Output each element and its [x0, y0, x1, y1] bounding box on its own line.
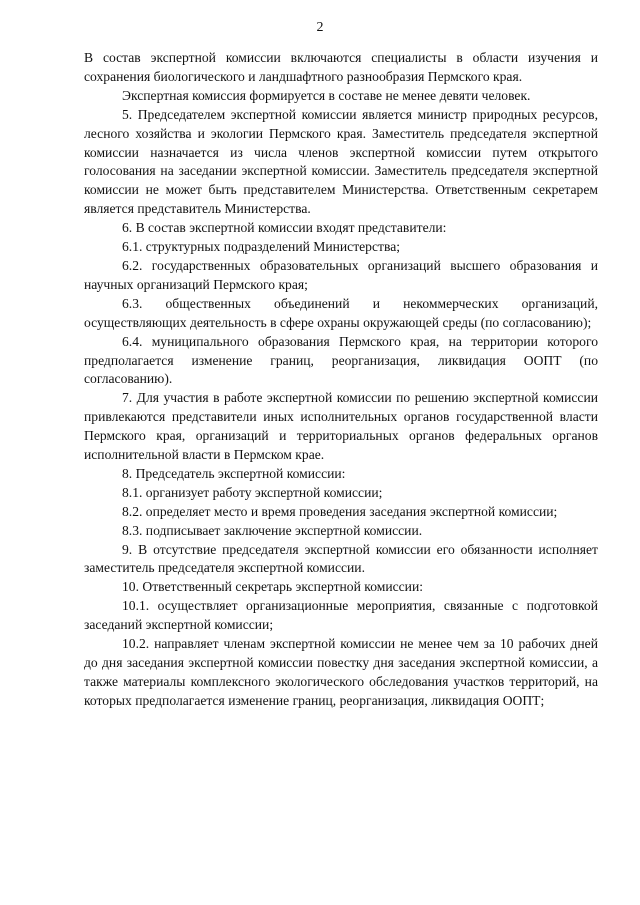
paragraph-6-4: 6.4. муниципального образования Пермского края, на территории которого предполагается изменение границ, реорганизация, ликвидация ООПТ (по согласованию). [84, 333, 598, 387]
paragraph-10-2: 10.2. направляет членам экспертной комиссии не менее чем за 10 рабочих дней до дня заседания экспертной комиссии повестку дня заседания экспертной комиссии, а также материалы комплексного экологического обследования участков территорий, на которых предполагается изменение границ, реорганизация, ликвидация ООПТ; [84, 636, 598, 708]
paragraph-8-chairman-duties: 8. Председатель экспертной комиссии: [122, 465, 346, 481]
paragraph-6-3: 6.3. общественных объединений и некоммерческих организаций, осуществляющих деятельность в сфере охраны окружающей среды (по согласованию); [84, 295, 598, 330]
paragraph-commission-composition: В состав экспертной комиссии включаются специалисты в области изучения и сохранения биологического и ландшафтного разнообразия Пермского края. [84, 50, 598, 84]
paragraph-9-deputy: 9. В отсутствие председателя экспертной комиссии его обязанности исполняет заместитель председателя экспертной комиссии. [84, 541, 598, 576]
paragraph-8-1: 8.1. организует работу экспертной комиссии; [122, 484, 383, 500]
paragraph-8-2: 8.2. определяет место и время проведения заседания экспертной комиссии; [122, 503, 558, 519]
paragraph-8-3: 8.3. подписывает заключение экспертной комиссии. [122, 522, 423, 538]
paragraph-6-2: 6.2. государственных образовательных организаций высшего образования и научных организаций Пермского края; [84, 257, 598, 292]
paragraph-10-1: 10.1. осуществляет организационные мероприятия, связанные с подготовкой заседаний экспертной комиссии; [84, 598, 598, 633]
page-number: 2 [316, 20, 324, 35]
document-body [84, 49, 598, 711]
paragraph-6-1: 6.1. структурных подразделений Министерства; [122, 239, 401, 255]
paragraph-7-participants: 7. Для участия в работе экспертной комиссии по решению экспертной комиссии привлекаются представители иных исполнительных органов государственной власти Пермского края, организаций и территориальных органов федеральных органов исполнительной власти в Пермском крае. [84, 390, 598, 463]
paragraph-6-members: 6. В состав экспертной комиссии входят представители: [122, 220, 447, 236]
paragraph-commission-size: Экспертная комиссия формируется в составе не менее девяти человек. [122, 87, 531, 103]
paragraph-5-chairman: 5. Председателем экспертной комиссии является министр природных ресурсов, лесного хозяйства и экологии Пермского края. Заместитель председателя экспертной комиссии назначается из числа членов экспертной комиссии путем открытого голосования на заседании экспертной комиссии. Заместитель председателя экспертной комиссии не может быть представителем Министерства. Ответственным секретарем является представитель Министерства. [84, 106, 598, 217]
paragraph-10-secretary: 10. Ответственный секретарь экспертной комиссии: [122, 579, 424, 595]
